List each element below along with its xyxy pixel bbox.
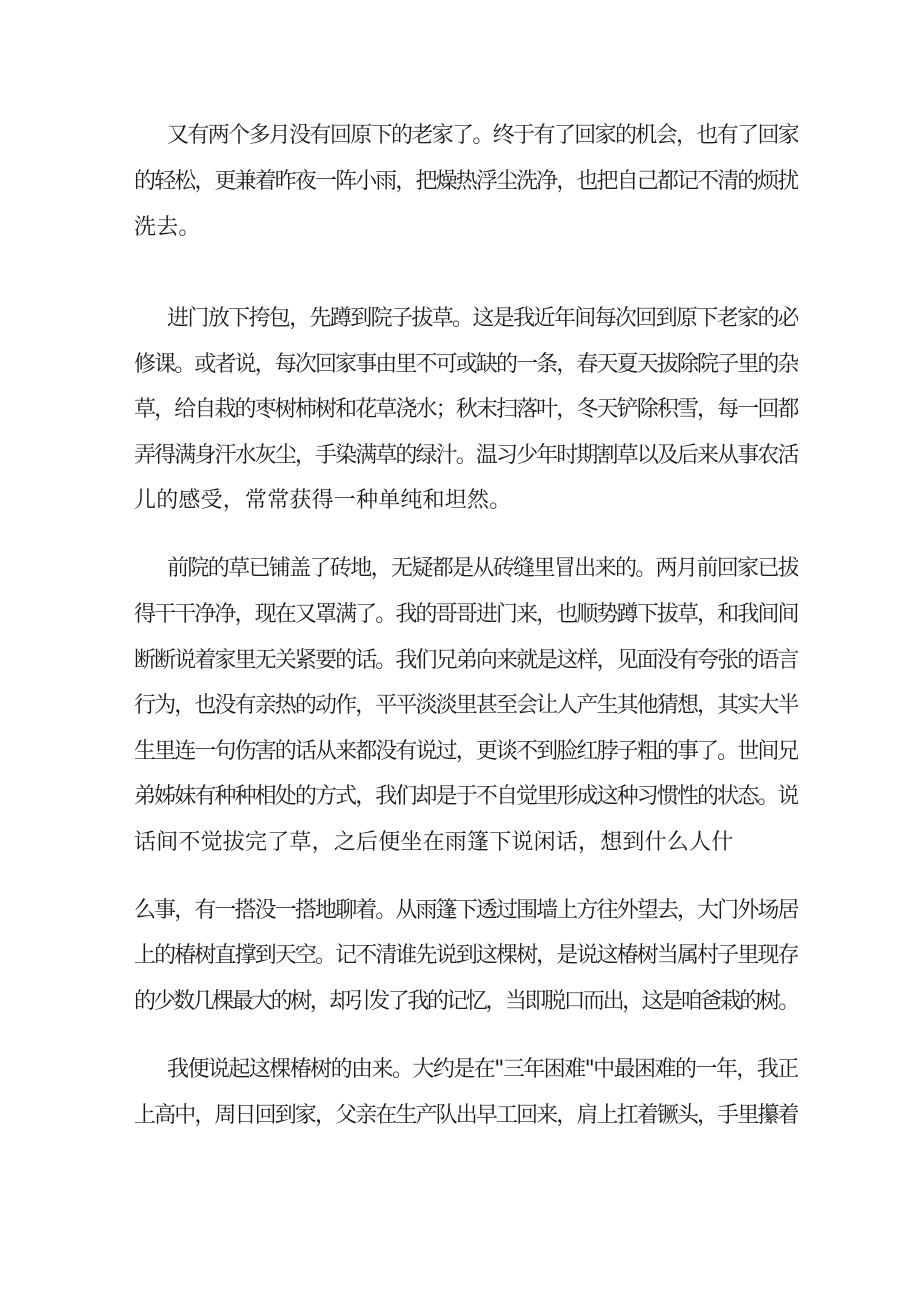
paragraph-1-line-3: 洗去。 (134, 215, 201, 240)
paragraph-3-line-5: 生里连一句伤害的话从来都没有说过，更谈不到脸红脖子粗的事了。世间兄 (134, 739, 798, 764)
paragraph-3-line-1: 前院的草已铺盖了砖地，无疑都是从砖缝里冒出来的。两月前回家已拔 (167, 556, 798, 581)
paragraph-2-line-1: 进门放下挎包，先蹲到院子拔草。这是我近年间每次回到原下老家的必 (167, 306, 798, 331)
paragraph-4-line-3: 的少数几棵最大的树，却引发了我的记忆，当即脱口而出，这是咱爸栽的树。 (134, 989, 798, 1014)
paragraph-4-line-2: 上的椿树直撑到天空。记不清谁先说到这棵树，是说这椿树当属村子里现存 (134, 943, 798, 968)
paragraph-5-line-2: 上高中，周日回到家，父亲在生产队出早工回来，肩上扛着镢头，手里攥着 (134, 1103, 798, 1128)
paragraph-2-line-3: 草，给自栽的枣树柿树和花草浇水；秋末扫落叶，冬天铲除积雪，每一回都 (134, 397, 798, 422)
paragraph-2-line-4: 弄得满身汗水灰尘，手染满草的绿汁。温习少年时期割草以及后来从事农活 (134, 443, 798, 468)
paragraph-2-line-5: 儿的感受，常常获得一种单纯和坦然。 (134, 488, 512, 513)
paragraph-3-line-7: 话间不觉拔完了草，之后便坐在雨篷下说闲话，想到什么人什 (134, 830, 734, 855)
paragraph-4-line-1: 么事，有一搭没一搭地聊着。从雨篷下透过围墙上方往外望去，大门外场居 (134, 898, 798, 923)
paragraph-1-line-2: 的轻松，更兼着昨夜一阵小雨，把燥热浮尘洗净，也把自己都记不清的烦扰 (134, 169, 798, 194)
paragraph-5-line-1: 我便说起这棵椿树的由来。大约是在"三年困难"中最困难的一年，我正 (167, 1057, 798, 1082)
paragraph-3-line-3: 断断说着家里无关紧要的话。我们兄弟向来就是这样，见面没有夸张的语言 (134, 648, 798, 673)
paragraph-3-line-4: 行为，也没有亲热的动作，平平淡淡里甚至会让人产生其他猜想，其实大半 (134, 693, 798, 718)
paragraph-3-line-6: 弟姊妹有种种相处的方式，我们却是于不自觉里形成这种习惯性的状态。说 (134, 784, 798, 809)
paragraph-2-line-2: 修课。或者说，每次回家事由里不可或缺的一条，春天夏天拔除院子里的杂 (134, 352, 798, 377)
paragraph-3-line-2: 得干干净净，现在又罩满了。我的哥哥进门来，也顺势蹲下拔草，和我间间 (134, 602, 798, 627)
paragraph-1-line-1: 又有两个多月没有回原下的老家了。终于有了回家的机会，也有了回家 (167, 123, 798, 148)
